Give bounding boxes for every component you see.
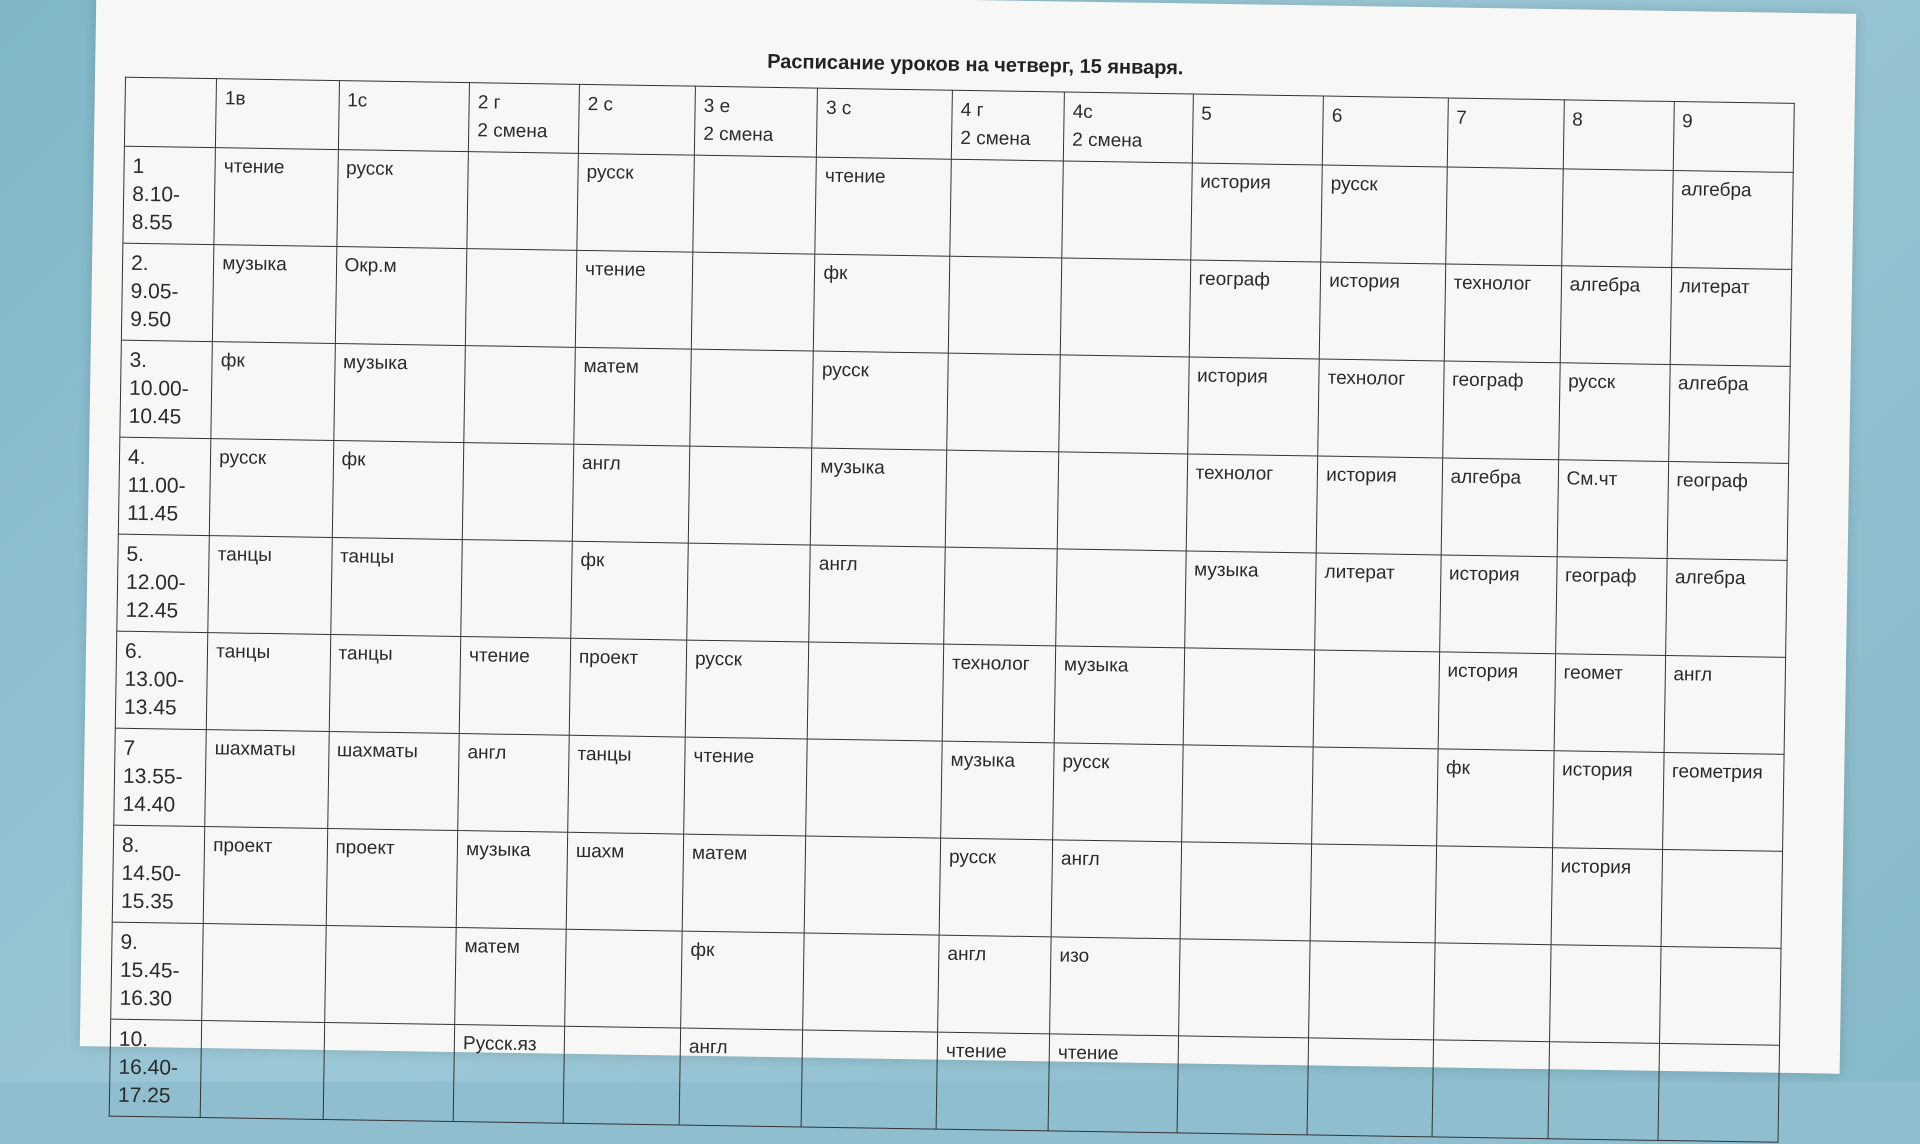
period-cell [120,340,213,438]
lesson-cell [1554,654,1665,753]
schedule-sheet [80,0,1856,1108]
lesson-cell [1664,655,1786,754]
lesson-subject: географ [1451,369,1524,392]
lesson-subject: фк [580,549,605,572]
lesson-cell [1444,264,1562,363]
lesson-subject: история [1448,563,1520,586]
lesson-cell [208,536,332,635]
class-header [1192,94,1324,165]
lesson-subject: чтение [693,745,755,768]
period-cell [111,922,204,1020]
lesson-subject: русск [1567,371,1616,394]
lesson-subject: русск [821,359,870,382]
lesson-subject: шахматы [214,738,296,761]
lesson-subject: русск [219,447,267,469]
class-name: 1в [224,88,246,110]
lesson-subject: фк [1445,757,1471,779]
lesson-cell [1557,460,1668,559]
lesson-cell [462,443,573,542]
lesson-cell [938,935,1051,1034]
lesson-subject: шахм [575,840,625,863]
period-cell [123,146,216,244]
period-time: 9.05- 9.50 [130,279,179,332]
period-cell [121,243,214,341]
lesson-cell [944,547,1057,646]
lesson-subject: музыка [465,839,531,862]
schedule-body [109,146,1793,1142]
class-header [951,90,1064,161]
lesson-cell [1433,943,1551,1042]
class-shift: 2 смена [960,127,1031,150]
lesson-cell [323,1022,455,1121]
class-shift: 2 смена [477,120,548,143]
lesson-cell [1054,646,1184,745]
lesson-subject: шахматы [336,740,419,763]
lesson-cell [1187,357,1319,456]
class-header [1447,98,1564,169]
period-time: 15.45- 16.30 [119,958,180,1011]
lesson-cell [214,148,338,247]
period-time: 16.40- 17.25 [117,1055,179,1108]
lesson-cell [326,828,458,927]
lesson-cell [936,1032,1049,1131]
lesson-subject: проект [213,835,273,858]
lesson-subject: музыка [1193,559,1259,582]
class-header [694,86,817,157]
lesson-subject: русск [345,158,394,180]
lesson-subject: англ [581,452,621,475]
lesson-subject: музыка [950,749,1016,772]
period-time: 8.10- 8.55 [131,182,181,235]
class-name: 7 [1456,107,1467,129]
lesson-subject: русск [948,846,997,869]
class-name: 4 г [960,99,984,122]
period-cell [114,728,207,826]
lesson-cell [324,925,456,1024]
schedule-table [109,77,1795,1143]
lesson-cell [566,832,684,931]
lesson-cell [1318,359,1444,458]
lesson-cell [687,543,811,642]
lesson-subject: чтение [584,258,646,281]
lesson-cell [1316,456,1442,555]
class-header [1323,96,1448,167]
class-name: 8 [1572,109,1584,131]
lesson-cell [200,1021,324,1120]
class-name: 3 е [703,95,731,118]
lesson-cell [577,153,695,252]
lesson-cell [693,155,817,254]
lesson-cell [456,831,567,930]
lesson-subject: фк [823,262,848,285]
lesson-cell [1190,163,1322,262]
lesson-subject: русск [586,161,634,184]
period-time: 14.50- 15.35 [120,861,182,914]
lesson-subject: история [1329,270,1401,293]
lesson-cell [1051,840,1181,939]
lesson-subject: англ [1060,848,1100,871]
lesson-subject: чтение [468,645,530,668]
lesson-cell [202,924,326,1023]
period-time: 12.00- 12.45 [125,570,186,623]
lesson-cell [1321,165,1447,264]
class-header [216,79,339,150]
lesson-subject: русск [694,648,743,671]
lesson-cell [459,637,570,736]
lesson-subject: географ [1564,565,1637,588]
lesson-cell [1551,848,1662,947]
lesson-cell [332,441,464,540]
class-name: 6 [1331,105,1343,127]
lesson-cell [812,351,948,450]
period-time: 11.00- 11.45 [126,473,186,526]
lesson-subject: танцы [216,641,271,664]
lesson-cell [336,150,468,249]
lesson-cell [455,928,566,1027]
lesson-cell [465,249,576,348]
lesson-cell [1181,745,1313,844]
lesson-cell [213,245,337,344]
lesson-cell [1439,555,1557,654]
lesson-subject: фк [220,350,245,372]
lesson-subject: история [1326,464,1397,487]
lesson-cell [1184,551,1316,650]
lesson-subject: танцы [577,743,632,766]
lesson-subject: история [1199,171,1271,194]
period-number: 8. [121,833,140,858]
lesson-cell [1670,268,1792,367]
lesson-cell [1432,1040,1550,1139]
period-number: 1 [132,154,145,179]
lesson-cell [1436,749,1554,848]
lesson-subject: история [1561,759,1633,782]
lesson-cell [1053,743,1183,842]
lesson-subject: литерат [1679,276,1750,299]
lesson-subject: матем [464,936,521,959]
lesson-cell [327,731,459,830]
class-header [817,88,953,159]
lesson-subject: литерат [1324,561,1395,584]
lesson-cell [1549,945,1660,1044]
lesson-cell [1665,558,1787,657]
lesson-cell [679,1028,803,1127]
lesson-cell [945,450,1058,549]
lesson-subject: чтение [223,156,285,179]
class-header [1563,100,1674,171]
period-number: 3. [129,348,148,373]
lesson-subject: алгебра [1677,373,1749,396]
lesson-cell [691,252,815,351]
lesson-subject: проект [578,646,639,669]
lesson-cell [690,349,814,448]
lesson-subject: Русск.яз [462,1033,537,1056]
lesson-cell [942,644,1055,743]
lesson-subject: чтение [1057,1042,1119,1065]
lesson-cell [574,347,692,446]
lesson-cell [571,541,689,640]
lesson-subject: чтение [945,1040,1007,1063]
lesson-cell [1558,363,1669,462]
lesson-cell [335,247,467,346]
lesson-subject: музыка [820,456,886,479]
lesson-cell [205,730,329,829]
period-cell [115,631,208,729]
lesson-cell [569,638,687,737]
lesson-cell [333,344,465,443]
lesson-cell [1555,557,1666,656]
class-name: 3 с [825,97,852,120]
class-header [338,81,470,152]
class-name: 1с [347,90,368,112]
lesson-cell [1307,1038,1433,1137]
period-number: 4. [127,445,146,470]
lesson-cell [1560,266,1671,365]
lesson-subject: русск [1330,173,1378,196]
lesson-cell [453,1025,564,1124]
lesson-cell [815,157,951,256]
lesson-subject: технолог [1453,272,1532,295]
lesson-cell [575,250,693,349]
lesson-cell [1658,1043,1780,1142]
lesson-cell [1438,652,1556,751]
lesson-subject: танцы [217,544,272,567]
period-cell [117,534,210,632]
period-number: 5. [126,542,145,567]
lesson-cell [464,346,575,445]
lesson-subject: алгебра [1674,567,1746,590]
lesson-cell [1059,355,1189,454]
lesson-subject: англ [947,943,987,966]
lesson-subject: фк [690,939,715,962]
lesson-subject: чтение [824,165,886,188]
lesson-cell [684,737,808,836]
lesson-cell [1442,361,1560,460]
lesson-cell [458,734,569,833]
lesson-subject: геометрия [1671,761,1763,784]
lesson-subject: танцы [339,546,395,568]
lesson-cell [1180,842,1312,941]
lesson-cell [211,342,335,441]
class-header [1673,102,1794,173]
lesson-cell [808,642,944,741]
lesson-subject: геомет [1563,662,1624,685]
lesson-cell [467,152,578,251]
lesson-cell [1548,1042,1659,1141]
period-number: 2. [130,251,149,276]
class-header [469,83,580,154]
lesson-cell [802,1030,938,1129]
lesson-cell [1178,939,1310,1038]
lesson-cell [1561,169,1672,268]
lesson-subject: музыка [222,253,287,276]
period-number: 6. [124,639,143,664]
lesson-cell [1315,553,1441,652]
lesson-cell [1662,752,1784,851]
lesson-cell [1048,1034,1178,1133]
period-cell [109,1019,202,1117]
lesson-cell [1060,258,1190,357]
lesson-subject: технолог [951,652,1030,675]
lesson-cell [806,739,942,838]
lesson-cell [947,353,1060,452]
lesson-subject: история [1447,660,1519,683]
lesson-cell [1050,937,1180,1036]
period-number: 10. [118,1027,149,1052]
period-time: 13.00- 13.45 [123,667,185,720]
lesson-subject: географ [1676,470,1748,493]
lesson-subject: англ [688,1036,728,1059]
lesson-cell [1659,946,1781,1045]
lesson-subject: алгебра [1450,466,1522,489]
lesson-subject: матем [583,355,640,378]
lesson-cell [681,931,805,1030]
lesson-cell [1062,161,1192,260]
lesson-cell [1310,844,1436,943]
lesson-subject: технолог [1195,462,1274,485]
lesson-cell [210,439,334,538]
lesson-subject: англ [1673,664,1713,686]
lesson-cell [1319,262,1445,361]
lesson-cell [461,540,572,639]
class-name: 2 г [477,92,501,114]
class-shift: 2 смена [1072,129,1143,152]
lesson-subject: матем [691,842,748,865]
lesson-subject: музыка [1063,654,1129,677]
lesson-subject: алгебра [1680,179,1752,202]
lesson-cell [1186,454,1318,553]
period-time: 10.00- 10.45 [128,376,189,429]
lesson-cell [1671,171,1793,270]
class-header [1063,92,1193,163]
lesson-cell [941,741,1054,840]
lesson-cell [805,836,941,935]
period-cell [112,825,205,923]
lesson-subject: история [1560,856,1632,879]
lesson-cell [803,933,939,1032]
lesson-cell [206,633,330,732]
lesson-cell [1441,458,1559,557]
lesson-subject: изо [1059,945,1090,967]
lesson-cell [950,159,1063,258]
lesson-cell [1309,941,1435,1040]
period-number: 9. [120,930,139,955]
lesson-cell [814,254,950,353]
lesson-subject: технолог [1327,367,1406,390]
lesson-cell [330,538,462,637]
lesson-subject: См.чт [1566,468,1618,491]
lesson-cell [1667,461,1789,560]
lesson-cell [1313,650,1439,749]
class-name: 9 [1681,111,1693,133]
lesson-cell [685,640,809,739]
lesson-subject: англ [467,742,507,764]
lesson-cell [809,545,945,644]
period-time: 13.55- 14.40 [122,764,183,817]
lesson-cell [1177,1036,1309,1135]
lesson-subject: проект [335,837,395,860]
class-name: 4с [1072,101,1093,123]
lesson-cell [1056,549,1186,648]
lesson-cell [1445,167,1563,266]
lesson-cell [1312,747,1438,846]
lesson-cell [688,446,812,545]
lesson-cell [203,827,327,926]
class-shift: 2 смена [703,123,774,146]
lesson-subject: географ [1198,268,1271,291]
lesson-cell [563,1026,681,1125]
lesson-cell [1189,260,1321,359]
lesson-subject: музыка [342,352,408,375]
lesson-cell [568,735,686,834]
lesson-cell [565,929,683,1028]
lesson-cell [1183,648,1315,747]
lesson-subject: алгебра [1569,274,1641,297]
lesson-cell [1661,849,1783,948]
period-cell [118,437,211,535]
lesson-cell [811,448,947,547]
lesson-cell [939,838,1052,937]
lesson-subject: англ [818,553,858,576]
lesson-cell [1435,846,1553,945]
lesson-subject: танцы [338,643,393,665]
lesson-subject: фк [341,449,366,471]
lesson-cell [572,444,690,543]
class-name: 2 с [587,93,614,116]
class-header [578,84,695,155]
lesson-subject: история [1196,365,1268,388]
lesson-cell [1552,751,1663,850]
lesson-cell [1668,365,1790,464]
lesson-cell [329,634,461,733]
lesson-cell [1057,452,1187,551]
lesson-subject: Окр.м [344,255,397,277]
lesson-cell [682,834,806,933]
lesson-subject: русск [1062,751,1110,774]
page-title: Расписание уроков на четверг, 15 января. [766,50,1184,80]
class-name: 5 [1201,103,1212,125]
corner-cell [124,77,216,147]
period-number: 7 [123,736,136,760]
lesson-cell [948,256,1061,355]
